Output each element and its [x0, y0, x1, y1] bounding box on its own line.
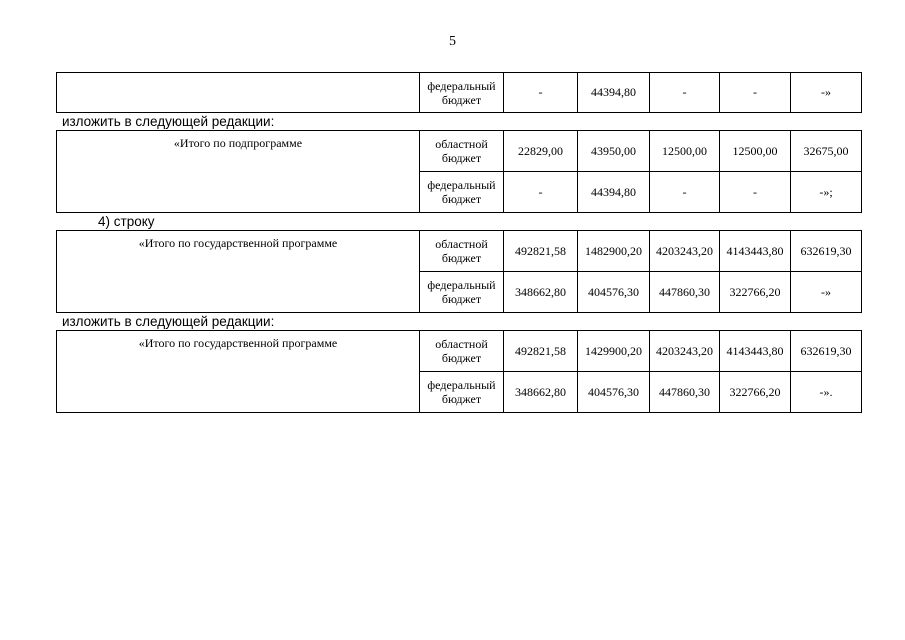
budget-source-cell: областной бюджет	[420, 331, 504, 372]
value-cell: 1429900,20	[578, 331, 650, 372]
value-cell: 632619,30	[791, 331, 862, 372]
value-cell: -	[650, 73, 720, 113]
value-cell: 44394,80	[578, 172, 650, 213]
value-cell: 4203243,20	[650, 231, 720, 272]
value-cell: -	[504, 73, 578, 113]
budget-source-cell: областной бюджет	[420, 131, 504, 172]
value-cell: 1482900,20	[578, 231, 650, 272]
value-cell: 492821,58	[504, 331, 578, 372]
section-caption: 4) строку	[98, 214, 155, 229]
row-name-cell: «Итого по подпрограмме	[57, 131, 420, 213]
value-cell: 4143443,80	[720, 331, 791, 372]
value-cell: 322766,20	[720, 272, 791, 313]
value-cell: 12500,00	[650, 131, 720, 172]
value-cell: 32675,00	[791, 131, 862, 172]
table-row	[57, 231, 862, 272]
value-cell: 404576,30	[578, 372, 650, 413]
budget-source-cell: федеральный бюджет	[420, 172, 504, 213]
value-cell: 632619,30	[791, 231, 862, 272]
value-cell: -	[504, 172, 578, 213]
budget-source-cell: областной бюджет	[420, 231, 504, 272]
value-cell: -».	[791, 372, 862, 413]
row-name-cell: «Итого по государственной программе	[57, 231, 420, 313]
value-cell: -	[650, 172, 720, 213]
value-cell: -»	[791, 73, 862, 113]
table-row	[57, 331, 862, 372]
table-row	[57, 131, 862, 172]
section-caption: изложить в следующей редакции:	[62, 114, 275, 129]
value-cell: 348662,80	[504, 272, 578, 313]
budget-source-cell: федеральный бюджет	[420, 272, 504, 313]
budget-table-3	[56, 230, 862, 313]
table-row	[57, 73, 862, 113]
value-cell: 4143443,80	[720, 231, 791, 272]
value-cell: 4203243,20	[650, 331, 720, 372]
value-cell: 447860,30	[650, 372, 720, 413]
budget-table-2	[56, 130, 862, 213]
budget-source-cell: федеральный бюджет	[420, 73, 504, 113]
value-cell: 348662,80	[504, 372, 578, 413]
value-cell: 43950,00	[578, 131, 650, 172]
value-cell: 404576,30	[578, 272, 650, 313]
row-name-cell	[57, 73, 420, 113]
value-cell: 322766,20	[720, 372, 791, 413]
budget-table-4	[56, 330, 862, 413]
value-cell: -	[720, 73, 791, 113]
value-cell: 12500,00	[720, 131, 791, 172]
value-cell: 492821,58	[504, 231, 578, 272]
value-cell: -»	[791, 272, 862, 313]
row-name-cell: «Итого по государственной программе	[57, 331, 420, 413]
section-caption: изложить в следующей редакции:	[62, 314, 275, 329]
budget-table-1	[56, 72, 862, 113]
value-cell: -	[720, 172, 791, 213]
page-number: 5	[449, 34, 456, 49]
value-cell: 22829,00	[504, 131, 578, 172]
value-cell: 447860,30	[650, 272, 720, 313]
value-cell: -»;	[791, 172, 862, 213]
budget-source-cell: федеральный бюджет	[420, 372, 504, 413]
value-cell: 44394,80	[578, 73, 650, 113]
